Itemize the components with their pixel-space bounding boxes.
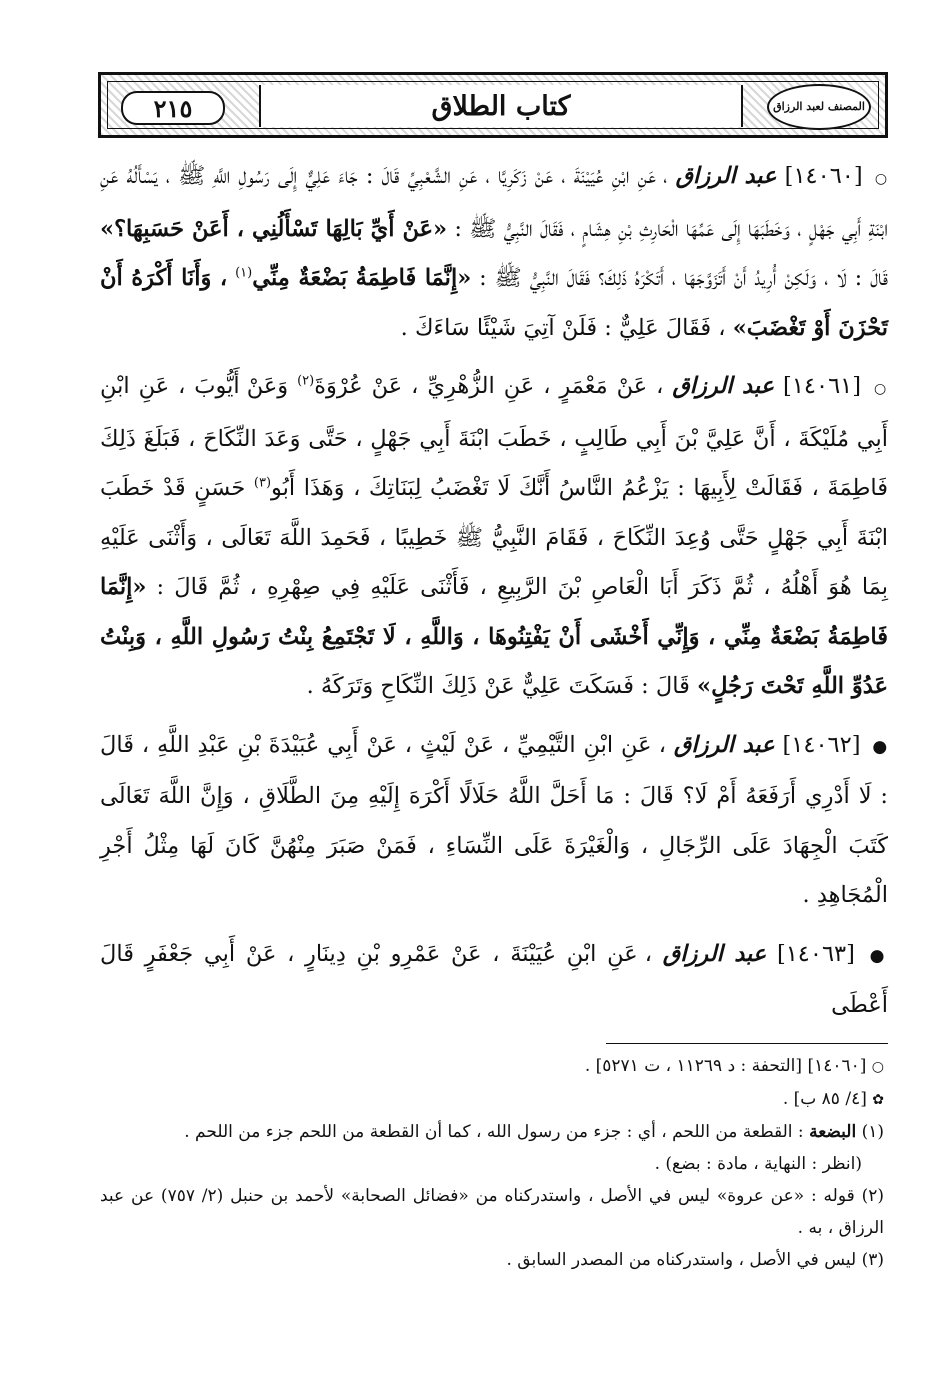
footnote-number: (٣) [861,1250,884,1270]
footnote-1-ref: (انظر : النهاية ، مادة : بضع) . [654,1154,862,1174]
main-text [100,152,888,1040]
narrator: عبد الرزاق [672,373,775,399]
manuscript-mark-icon: ✿ [872,1092,884,1108]
footnote-3 [100,1244,884,1276]
hadith-14061 [100,362,888,712]
ring-marker-icon: ○ [873,381,888,397]
footnote-text: ليس في الأصل ، واستدركناه من المصدر السابق . [506,1250,857,1270]
hadith-number: [١٤٠٦٢] [782,731,861,758]
footnote-ref: (١) [235,265,253,281]
hadith-text: ، عَنِ ابْنِ عُيَيْنَةَ ، عَنْ زَكَرِيَّا ، عَنِ الشَّعْبِيِّ قَالَ : جَاءَ عَلِيٌّ إِلَى رَسُولِ اللَّهِ ﷺ ، يَسْأَلُهُ عَنِ ابْنَةِ أَبِي جَهْلٍ ، وَخَطَبَهَا إِلَى عَمِّهَا الْحَارِثِ بْنِ هِشَامٍ ، فَقَالَ النَّبِيُّ ﷺ : [100,163,888,242]
footnote-headword: البضعة [809,1122,857,1142]
footnote-2 [100,1180,884,1244]
hadith-text: حَسَنٍ قَدْ خَطَبَ ابْنَةَ أَبِي جَهْلٍ حَتَّى وُعِدَ النِّكَاحَ ، فَقَامَ النَّبِيُّ ﷺ خَطِيبًا ، فَحَمِدَ اللَّهَ تَعَالَى ، وَأَثْنَى عَلَيْهِ بِمَا هُوَ أَهْلُهُ ، ثُمَّ ذَكَرَ أَبَا الْعَاصِ بْنَ الرَّبِيعِ ، فَأَثْنَى عَلَيْهِ فِي صِهْرِهِ ، ثُمَّ قَالَ : [100,475,888,600]
hadith-14063 [100,930,888,1031]
hadith-number: [١٤٠٦٠] [784,163,863,189]
book-title: كتاب الطلاق [259,85,743,127]
dot-marker-icon: ● [872,736,888,757]
takhrij-note [100,1050,884,1083]
book-logo: المصنف لعبد الرزاق [767,84,871,130]
footnote-ref: (٢) [297,373,315,389]
hadith-text: ، عَنِ ابْنِ التَّيْمِيِّ ، عَنْ لَيْثٍ ، عَنْ أَبِي عُبَيْدَةَ بْنِ عَبْدِ اللَّهِ ، قَالَ : لَا أَدْرِي أَرَفَعَهُ أَمْ لَا؟ قَالَ : مَا أَحَلَّ اللَّهُ حَلَالًا أَكْرَهَ إِلَيْهِ مِنَ الطَّلَاقِ ، وَإِنَّ اللَّهَ تَعَالَى كَتَبَ الْجِهَادَ عَلَى الرِّجَالِ ، وَالْغَيْرَةَ عَلَى النِّسَاءِ ، فَمَنْ صَبَرَ مِنْهُنَّ كَانَ لَهَا مِثْلُ أَجْرِ الْمُجَاهِدِ . [100,731,888,908]
page-number: ٢١٥ [121,91,225,125]
hadith-text: ، عَنِ ابْنِ عُيَيْنَةَ ، عَنْ عَمْرِو بْنِ دِينَارٍ ، عَنْ أَبِي جَعْفَرٍ قَالَ أَعْطَى [100,940,888,1018]
hadith-text: ، عَنْ مَعْمَرٍ ، عَنِ الزُّهْرِيِّ ، عَنْ عُرْوَةَ [314,373,664,399]
prophetic-quote: «عَنْ أَيِّ بَالِهَا تَسْأَلُنِي ، أَعَنْ حَسَبِهَا؟» [100,215,448,242]
footnote-number: (٢) [861,1186,884,1206]
hadith-number: [١٤٠٦٣] [776,940,855,967]
hadith-14062 [100,721,888,921]
footnote-text: : القطعة من اللحم ، أي : جزء من رسول الله ، كما أن القطعة من اللحم جزء من اللحم . [184,1122,804,1142]
page-header [98,72,888,138]
hadith-text: قَالَ : فَسَكَتَ عَلِيٌّ عَنْ ذَلِكَ النِّكَاحِ وَتَرَكَهُ . [306,673,690,699]
ring-marker-icon: ○ [871,1059,884,1075]
prophetic-quote: «إِنَّمَا فَاطِمَةُ بَضْعَةٌ مِنِّي [252,265,472,291]
folio-text: [٤/ ٨٥ ب] . [782,1089,867,1109]
narrator: عبد الرزاق [662,940,767,967]
prophetic-quote: ، وَأَنَا أَكْرَهُ أَنْ تَحْزَنَ أَوْ تَغْضَبَ» [100,265,888,341]
hadith-text: ، فَقَالَ عَلِيٌّ : فَلَنْ آتِيَ شَيْئًا سَاءَكَ . [400,314,726,341]
footnote-text: قوله : «عن عروة» ليس في الأصل ، واستدركناه من «فضائل الصحابة» لأحمد بن حنبل (٢/ ٧٥٧) عن عبد الرزاق ، به . [100,1186,884,1238]
prophetic-quote: «إِنَّمَا فَاطِمَةُ بَضْعَةٌ مِنِّي ، وَإِنِّي أَخْشَى أَنْ يَفْتِنُوهَا ، وَاللَّهِ ، لَا تَجْتَمِعُ بِنْتُ رَسُولِ اللَّهِ ، وَبِنْتُ عَدُوِّ اللَّهِ تَحْتَ رَجُلٍ» [100,574,888,699]
footnote-1 [100,1116,884,1148]
dot-marker-icon: ● [869,945,889,966]
footnote-divider [606,1043,888,1044]
takhrij-text: [١٤٠٦٠] [التحفة : د ١١٢٦٩ ، ت ٥٢٧١] . [584,1056,867,1076]
hadith-14060 [100,152,888,353]
hadith-text: وَعَنْ أَيُّوبَ ، عَنِ ابْنِ أَبِي مُلَيْكَةَ ، أَنَّ عَلِيَّ بْنَ أَبِي طَالِبٍ ، خَطَبَ ابْنَةَ أَبِي جَهْلٍ ، حَتَّى وَعَدَ النِّكَاحَ ، فَبَلَغَ ذَلِكَ فَاطِمَةَ ، فَقَالَتْ لِأَبِيهَا : يَزْعُمُ النَّاسُ أَنَّكَ لَا تَغْضَبُ لِبَنَاتِكَ ، وَهَذَا أَبُو [100,373,888,501]
narrator: عبد الرزاق [675,163,777,189]
narrator: عبد الرزاق [673,731,775,758]
footnote-ref: (٣) [253,475,272,491]
ring-marker-icon: ○ [874,171,889,187]
hadith-number: [١٤٠٦١] [783,373,862,399]
folio-note [100,1083,884,1116]
footnote-number: (١) [861,1122,884,1142]
hadith-text: قَالَ : لَا ، وَلَكِنْ أُرِيدُ أَنْ أَتَزَوَّجَهَا ، أَتَكْرَهُ ذَلِكَ؟ فَقَالَ النَّبِيُّ ﷺ : [479,265,889,291]
footnotes [100,1050,884,1276]
